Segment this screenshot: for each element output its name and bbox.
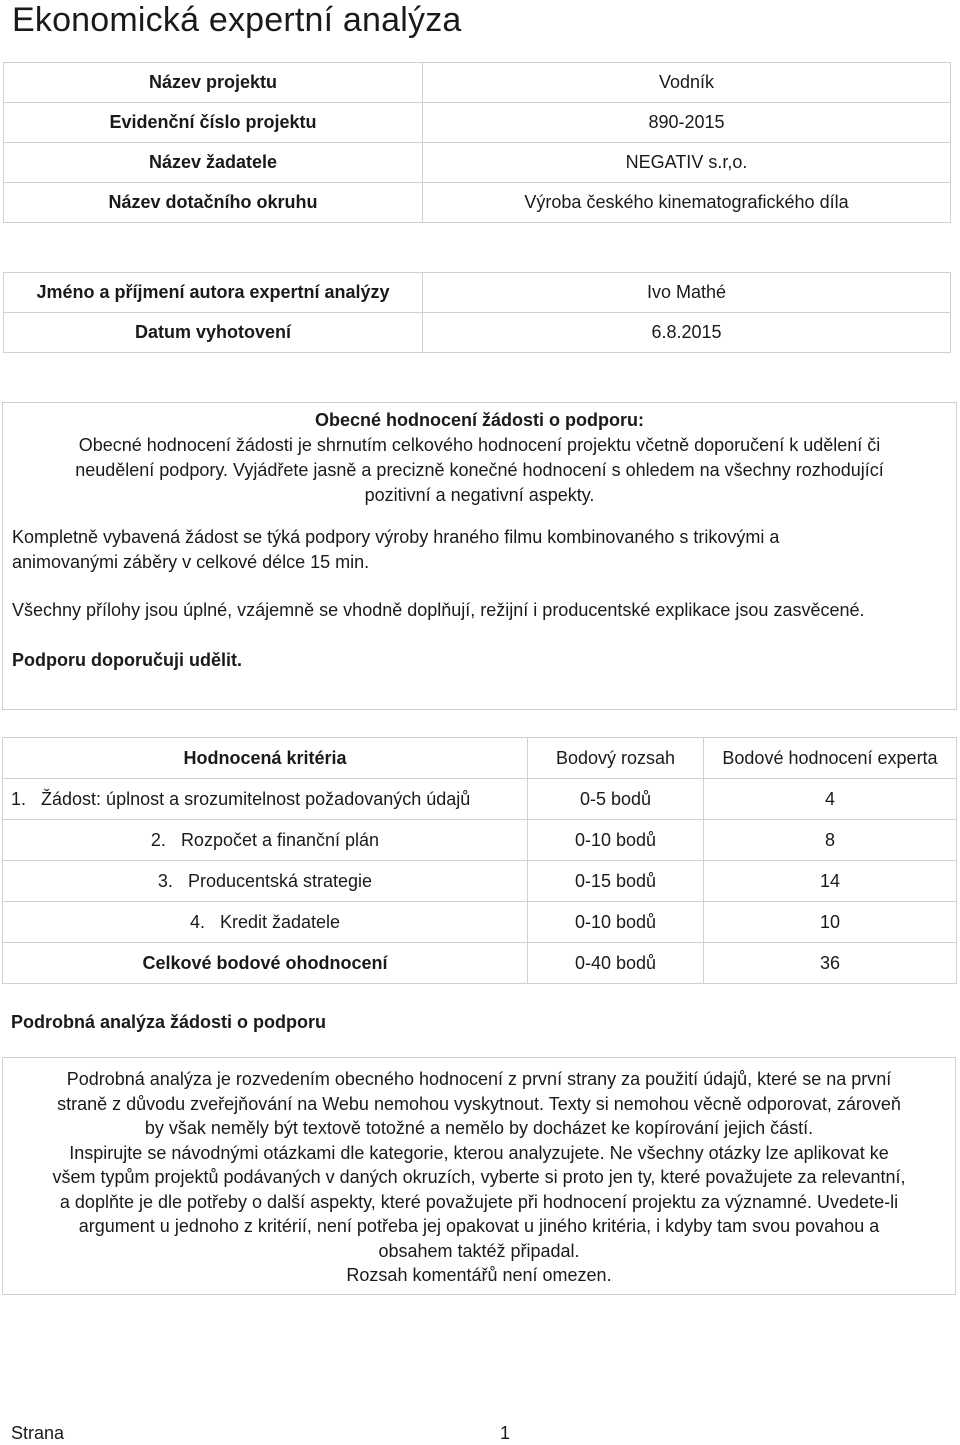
general-evaluation-paragraph: Všechny přílohy jsou úplné, vzájemně se vhodně doplňují, režijní i producentské explikace jsou zasvěcené. bbox=[12, 600, 865, 620]
grant-area-label: Název dotačního okruhu bbox=[4, 183, 423, 223]
paragraph-line: Kompletně vybavená žádost se týká podpory výroby hraného filmu kombinovaného s trikovými a bbox=[12, 527, 780, 547]
detail-analysis-box bbox=[2, 1057, 956, 1295]
applicant-name-value: NEGATIV s.r,o. bbox=[423, 143, 951, 183]
criterion-number: 2. bbox=[150, 829, 166, 850]
project-number-label: Evidenční číslo projektu bbox=[4, 103, 423, 143]
general-evaluation-intro-line: neudělení podpory. Vyjádřete jasně a precizně konečné hodnocení s ohledem na všechny rozhodující bbox=[75, 460, 884, 480]
criterion-cell bbox=[3, 861, 528, 902]
criterion-name: Kredit žadatele bbox=[219, 911, 341, 932]
project-name-label: Název projektu bbox=[4, 63, 423, 103]
detail-line: argument u jednoho z kritérií, není potřeba jej opakovat u jiného kritéria, i kdyby tam svou povahou a bbox=[78, 1216, 880, 1236]
paragraph-line: animovanými záběry v celkové délce 15 min. bbox=[12, 552, 370, 572]
general-evaluation-paragraph bbox=[12, 525, 947, 575]
criterion-cell bbox=[3, 820, 528, 861]
table-row bbox=[4, 63, 951, 103]
total-score: 36 bbox=[704, 943, 957, 984]
criteria-header: Hodnocená kritéria bbox=[3, 738, 528, 779]
page-footer-label: Strana bbox=[11, 1423, 65, 1443]
applicant-name-label: Název žadatele bbox=[4, 143, 423, 183]
criterion-number: 4. bbox=[189, 911, 205, 932]
criterion-range: 0-5 bodů bbox=[528, 779, 704, 820]
criterion-name: Žádost: úplnost a srozumitelnost požadovaných údajů bbox=[41, 788, 471, 809]
table-row bbox=[4, 183, 951, 223]
criterion-number: 3. bbox=[157, 870, 173, 891]
range-header: Bodový rozsah bbox=[528, 738, 704, 779]
table-header-row bbox=[3, 738, 957, 779]
detail-line: straně z důvodu zveřejňování na Webu nemohou vyskytnout. Texty si nemohou věcně odporovat, zároveň bbox=[57, 1093, 901, 1114]
total-row bbox=[3, 943, 957, 984]
date-value: 6.8.2015 bbox=[423, 313, 951, 353]
table-row bbox=[3, 861, 957, 902]
author-info-table bbox=[3, 272, 951, 353]
criterion-number: 1. bbox=[11, 788, 27, 809]
page-number: 1 bbox=[500, 1423, 511, 1443]
total-range: 0-40 bodů bbox=[528, 943, 704, 984]
criterion-cell bbox=[3, 779, 528, 820]
criteria-table bbox=[2, 737, 957, 984]
table-row bbox=[4, 103, 951, 143]
author-name-label: Jméno a příjmení autora expertní analýzy bbox=[4, 273, 423, 313]
table-row bbox=[4, 313, 951, 353]
table-row bbox=[4, 143, 951, 183]
project-number-value: 890-2015 bbox=[423, 103, 951, 143]
table-row bbox=[3, 902, 957, 943]
criterion-score: 10 bbox=[704, 902, 957, 943]
general-evaluation-intro-line: Obecné hodnocení žádosti je shrnutím celkového hodnocení projektu včetně doporučení k udělení či bbox=[78, 435, 881, 455]
detail-line: Rozsah komentářů není omezen. bbox=[346, 1265, 612, 1285]
criterion-range: 0-10 bodů bbox=[528, 902, 704, 943]
criterion-score: 4 bbox=[704, 779, 957, 820]
general-evaluation-heading: Obecné hodnocení žádosti o podporu: bbox=[315, 410, 644, 430]
author-name-value: Ivo Mathé bbox=[423, 273, 951, 313]
detail-line: obsahem taktéž připadal. bbox=[378, 1240, 580, 1261]
detail-line: všem typům projektů podávaných v daných okruzích, vyberte si proto jen ty, které považujete za relevantní, bbox=[52, 1167, 906, 1187]
page-title: Ekonomická expertní analýza bbox=[12, 1, 462, 39]
detail-line: Inspirujte se návodnými otázkami dle kategorie, kterou analyzujete. Ne všechny otázky lze aplikovat ke bbox=[69, 1142, 889, 1163]
criterion-range: 0-10 bodů bbox=[528, 820, 704, 861]
criterion-score: 8 bbox=[704, 820, 957, 861]
detail-analysis-heading: Podrobná analýza žádosti o podporu bbox=[11, 1012, 327, 1032]
project-info-table bbox=[3, 62, 951, 223]
general-evaluation-intro-line: pozitivní a negativní aspekty. bbox=[364, 485, 595, 505]
detail-line: Podrobná analýza je rozvedením obecného hodnocení z první strany za použití údajů, které se na první bbox=[66, 1069, 892, 1089]
criterion-cell bbox=[3, 902, 528, 943]
table-row bbox=[3, 779, 957, 820]
detail-line: a doplňte je dle potřeby o další aspekty, které považujete při hodnocení projektu za významné. Uvedete-li bbox=[59, 1191, 899, 1212]
project-name-value: Vodník bbox=[423, 63, 951, 103]
detail-line: by však neměly být textově totožné a nemělo by docházet ke kopírování jejich částí. bbox=[144, 1118, 814, 1138]
general-evaluation-box bbox=[2, 402, 957, 710]
criterion-range: 0-15 bodů bbox=[528, 861, 704, 902]
total-label: Celkové bodové ohodnocení bbox=[3, 943, 528, 984]
criterion-score: 14 bbox=[704, 861, 957, 902]
grant-area-value: Výroba českého kinematografického díla bbox=[423, 183, 951, 223]
date-label: Datum vyhotovení bbox=[4, 313, 423, 353]
criterion-name: Producentská strategie bbox=[187, 870, 373, 891]
score-header: Bodové hodnocení experta bbox=[704, 738, 957, 779]
table-row bbox=[3, 820, 957, 861]
recommendation-text: Podporu doporučuji udělit. bbox=[12, 650, 242, 670]
criterion-name: Rozpočet a finanční plán bbox=[180, 829, 380, 850]
table-row bbox=[4, 273, 951, 313]
